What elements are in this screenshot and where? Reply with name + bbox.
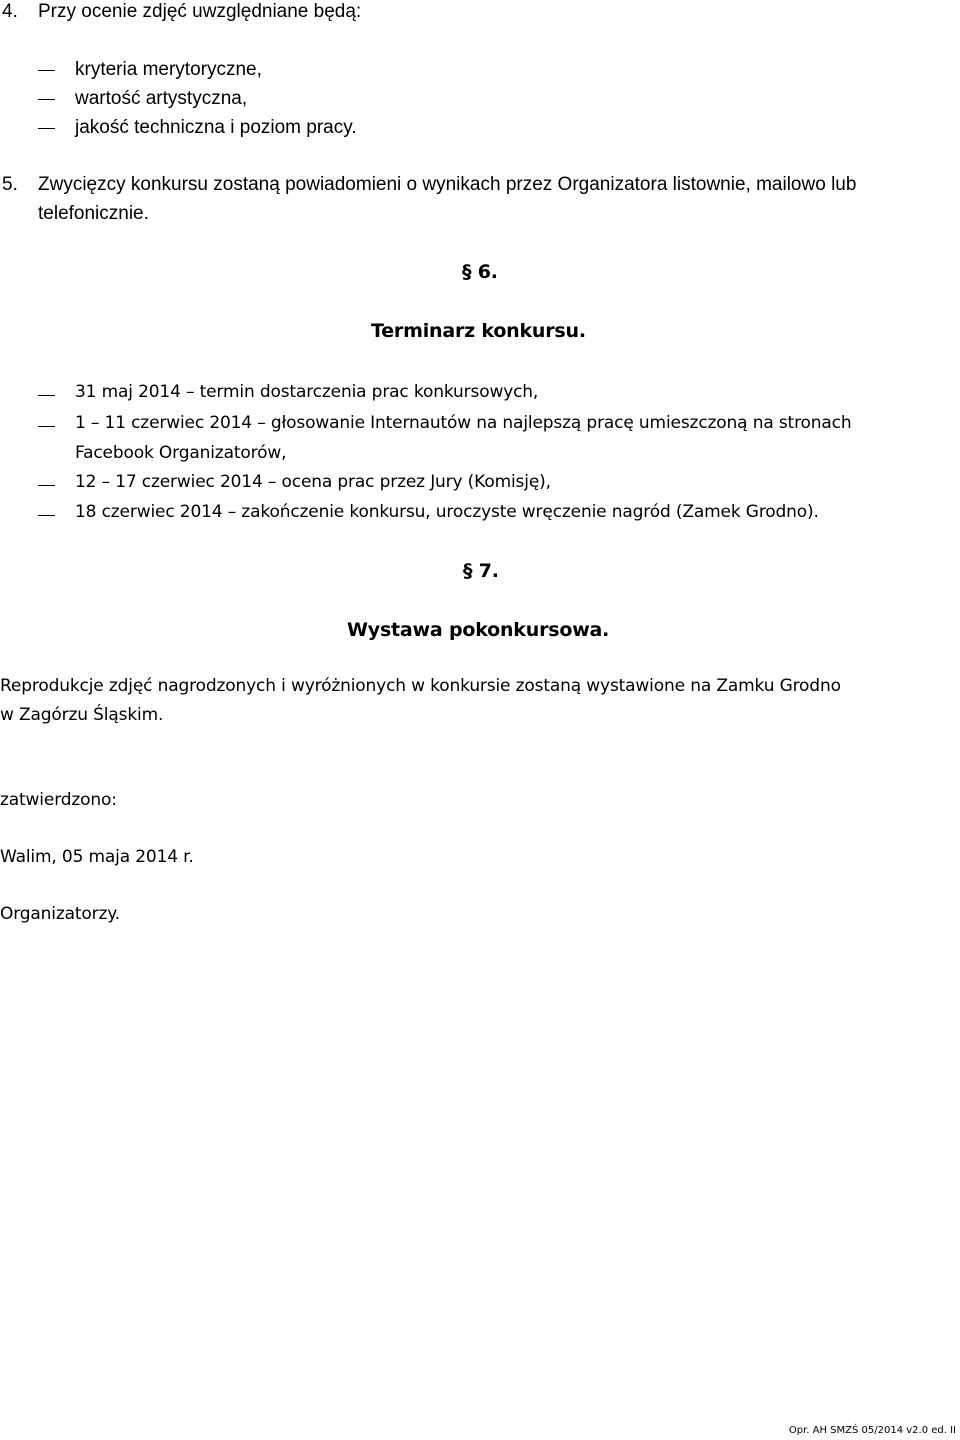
section-7-line-2: w Zagórzu Śląskim. bbox=[0, 705, 164, 725]
section-6-title: Terminarz konkursu. bbox=[371, 320, 586, 342]
schedule-item: 18 czerwiec 2014 – zakończenie konkursu, uroczyste wręczenie nagród (Zamek Grodno). bbox=[75, 502, 819, 522]
schedule-item: 31 maj 2014 – termin dostarczenia prac konkursowych, bbox=[75, 382, 539, 402]
section-6-symbol: § 6. bbox=[462, 261, 498, 283]
place-date: Walim, 05 maja 2014 r. bbox=[0, 847, 194, 867]
item-4-text: Przy ocenie zdjęć uwzględniane będą: bbox=[38, 1, 362, 22]
section-7-symbol: § 7. bbox=[463, 560, 499, 582]
criteria-item: jakość techniczna i poziom pracy. bbox=[75, 117, 357, 138]
criteria-item: wartość artystyczna, bbox=[75, 88, 248, 109]
section-7-title: Wystawa pokonkursowa. bbox=[347, 619, 610, 641]
section-7-line-1: Reprodukcje zdjęć nagrodzonych i wyróżnionych w konkursie zostaną wystawione na Zamku Grodno bbox=[0, 676, 841, 696]
list-dash bbox=[38, 99, 55, 100]
schedule-item: 1 – 11 czerwiec 2014 – głosowanie Internautów na najlepszą pracę umieszczoną na stronach bbox=[75, 413, 852, 433]
approved-label: zatwierdzono: bbox=[0, 790, 117, 810]
item-5-line-1: Zwycięzcy konkursu zostaną powiadomieni o wynikach przez Organizatora listownie, mailowo lub bbox=[38, 174, 857, 195]
list-dash bbox=[38, 426, 55, 427]
footer-reference: Opr. AH SMZŚ 05/2014 v2.0 ed. II bbox=[788, 1425, 956, 1436]
item-5-line-2: telefonicznie. bbox=[38, 203, 149, 224]
list-dash bbox=[38, 70, 55, 71]
list-dash bbox=[38, 128, 55, 129]
schedule-item: 12 – 17 czerwiec 2014 – ocena prac przez Jury (Komisję), bbox=[75, 472, 551, 492]
item-5-number: 5. bbox=[2, 174, 18, 195]
list-dash bbox=[38, 515, 55, 516]
list-dash bbox=[38, 395, 55, 396]
item-4-number: 4. bbox=[2, 1, 18, 22]
signature: Organizatorzy. bbox=[0, 904, 121, 924]
list-dash bbox=[38, 485, 55, 486]
criteria-item: kryteria merytoryczne, bbox=[75, 59, 262, 80]
schedule-item-continuation: Facebook Organizatorów, bbox=[75, 443, 287, 463]
